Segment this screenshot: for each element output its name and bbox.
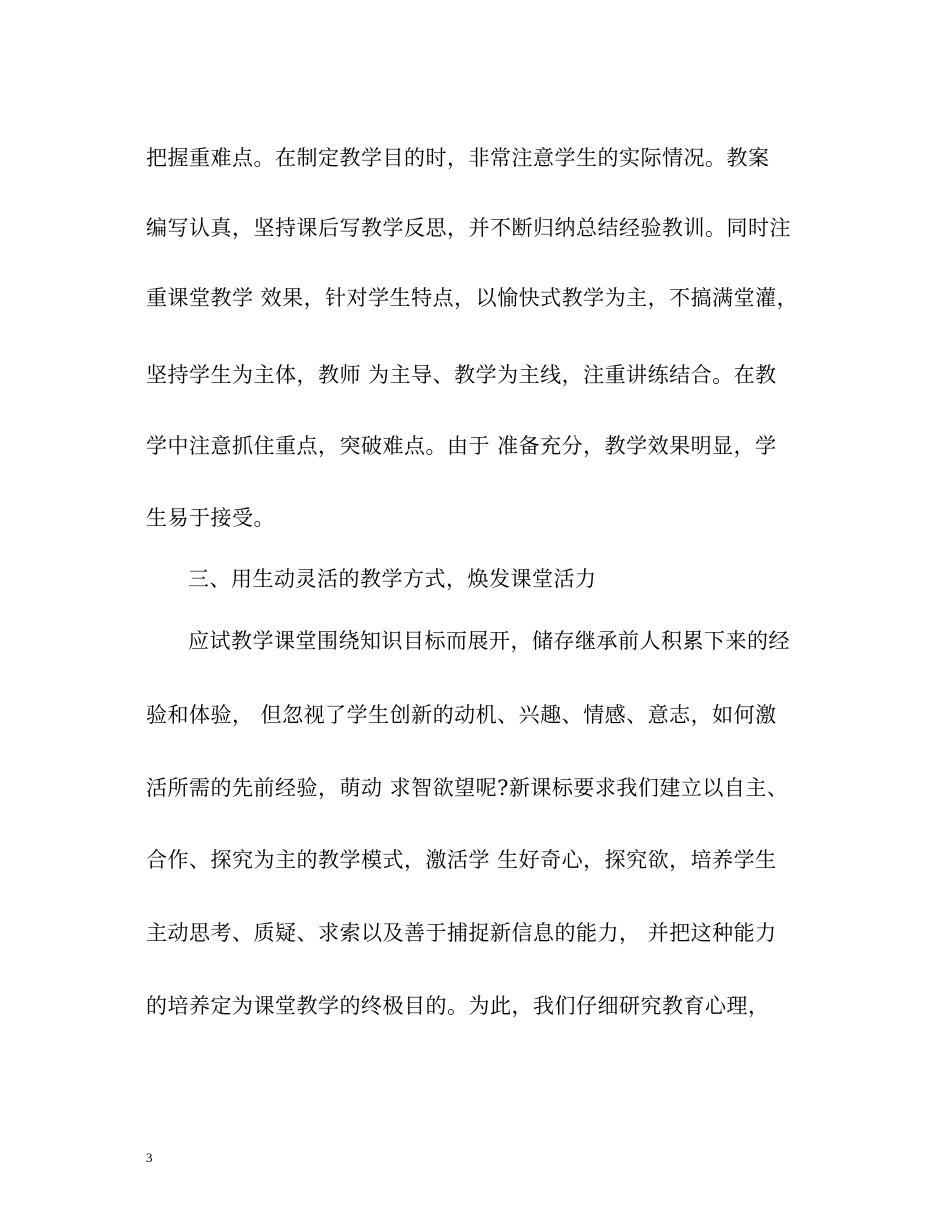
body-text-line: 重课堂教学 效果，针对学生特点，以愉快式教学为主，不搞满堂灌， xyxy=(146,286,799,310)
body-text-line: 验和体验， 但忽视了学生创新的动机、兴趣、情感、意志，如何激 xyxy=(146,703,777,727)
body-text-line: 合作、探究为主的教学模式，激活学 生好奇心，探究欲，培养学生 xyxy=(146,848,777,872)
body-text-line: 编写认真，坚持课后写教学反思，并不断归纳总结经验教训。同时注 xyxy=(146,216,791,240)
section-heading: 三、用生动灵活的教学方式，焕发课堂活力 xyxy=(188,567,597,591)
body-text-line: 坚持学生为主体，教师 为主导、教学为主线，注重讲练结合。在教 xyxy=(146,363,777,387)
body-text-line: 生易于接受。 xyxy=(146,506,275,530)
body-text-line: 学中注意抓住重点，突破难点。由于 准备充分，教学效果明显，学 xyxy=(146,434,777,458)
body-text-line: 把握重难点。在制定教学目的时，非常注意学生的实际情况。教案 xyxy=(146,146,770,170)
body-text-line: 活所需的先前经验，萌动 求智欲望呢?新课标要求我们建立以自主、 xyxy=(146,776,789,800)
page-number: 3 xyxy=(146,1150,153,1165)
body-text-line: 的培养定为课堂教学的终极目的。为此，我们仔细研究教育心理， xyxy=(146,994,770,1018)
body-text-line: 主动思考、质疑、求索以及善于捕捉新信息的能力， 并把这种能力 xyxy=(146,921,777,945)
paragraph-first-line: 应试教学课堂围绕知识目标而展开，储存继承前人积累下来的经 xyxy=(188,629,790,653)
